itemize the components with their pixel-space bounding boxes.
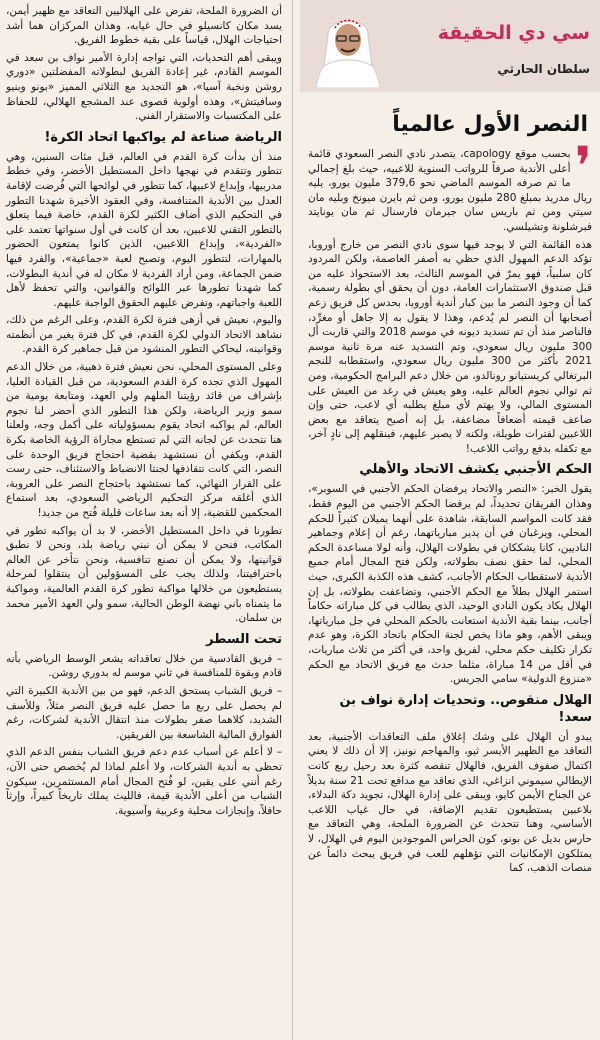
- author-photo: [306, 6, 390, 88]
- section-heading-referee: الحكم الأجنبي يكشف الاتحاد والأهلي: [359, 462, 592, 478]
- paragraph: يبدو أن الهلال على وشك إغلاق ملف التعاقدات الأجنبية، بعد التعاقد مع الظهير الأيسر ثيو، والمهاجم نونيز، إلا أن ذلك لا يعني اكتمال صفوف الفريق، فالهلال تنقصه كثرة بعد رحيل ربع كانت الإيطالي سيموني انزاغي، الذي تعاقد مع مدافع تحت 21 سنة بديلاً عن الجناح الأيمن كايو، ويبقى على إدارة الهلال، تجويد دكة البدلاء، بلاعبين يستطيعون تقديم الإضافة، في حال غياب اللاعب الأساسي، وهنا نتحدث عن الضرورة الملحة، وهي التعاقد مع حارس بديل عن بونو، كون الحراس الموجودين اليوم في الهلال، لا يمتلكون الإمكانيات التي تؤهلهم للعب في فريق يبحث دائماً عن منصات الذهب، كما: [308, 730, 592, 875]
- intro-paragraph: أن الضرورة الملحة، تفرض على الهلاليين التعاقد مع ظهير أيمن، يسد مكان كانسيلو في حال غيابه، وهذان المركزان هما أشد احتياجات الهلال، قياساً على بقية خطوط الفريق.: [6, 5, 282, 47]
- section-heading-sport: الرياضة صناعة لم يواكبها اتحاد الكرة!: [44, 129, 282, 145]
- paragraph: هذه القائمة التي لا يوجد فيها سوى نادي النصر من خارج أوروبا، تؤكد الدعم المهول الذي حظي به أصفر العاصمة، ولكن المردود كان سلبياً، فهو يمرّ في الموسم الثالث، بعد الاستحواذ عليه من قبل صندوق الاستثمارات العامة، دون أن يحقق أي بطولة رسمية، كما أن وجود النصر ما بين كبار أندية أوروبا، بحدس كل فريق زعم أصحابها أن النصر لم يُدعم، وهذا لا يقول به إلا جاهل أو مغرِّد، فالناصر منذ أن تم تسديد ديونه في موسم 2018 والتي قاربت أل 300 مليون ريال سعودي، وتم التسديد عنه مرة ثانية موسم 2021 بأكثر من 300 مليون ريال سعودي، واستقطابه للنجم البرتغالي كريستيانو رونالدو، من خلال دعم البرامج الحكومية، ومن ثم توالي نجوم العالم عليه، وهو يعيش في رغد من العيش على المستوى المالي، ولا يهتم لأي مبلغ يطلبه أي لاعب، حتى وإن ضاعف قيمته أضعافاً مضاعفة، بل إنه أصبح يتعاقد مع بعض اللاعبين لفترات طويلة، ولكنه لا يصبر عليهم، فينقلهم إلى نادٍ آخر، مع تكفله بدفع رواتب اللاعب!: [308, 238, 592, 455]
- section-heading-hilal: الهلال منقوص.. وتحديات إدارة نواف بن سعد!: [339, 692, 592, 725]
- column-title: سي دي الحقيقة: [437, 22, 590, 44]
- paragraph: – فريق الشباب يستحق الدعم، فهو من بين الأندية الكبيرة التي لم يحصل على ربع ما حصل عليه فريق النصر مثلاً، وللأسف الشديد، كلاهما صفر بطولات منذ انتقال الأندية لشركات، رغم الفوارق المالية الشاسعة بين الفريقين.: [6, 684, 282, 741]
- paragraph: – لا أعلم عن أسباب عدم دعم فريق الشباب بنفس الدعم الذي تحظى به أندية الشركات، ولا أعلم لماذا لم يُخصص حتى الآن، رغم أنني على يقين، لو فُتح المجال أمام المستثمرين، سيكون الشباب من أعلى الأندية قيمة، فالليث يملك تاريخاً كبيراً، وإرثاً حافلاً، وإنجازات محلية وعربية وآسيوية.: [6, 746, 282, 817]
- paragraph: وعلى المستوى المحلي، نحن نعيش فترة ذهبية، من خلال الدعم المهول الذي تجده كرة القدم السعودية، من قبل القيادة العليا، بإشراف من قائد رؤيتنا الملهم ولي العهد، ومتابعة يومية من سمو وزير الرياضة، ولكن هذا التطور الذي أحضر لنا نجوم العالم، لم يواكبه اتحاد يقوم بمسؤولياته على أكمل وجه، ولعلنا هنا نتحدث عن لجانه التي لم تستطع مجاراة الرؤية الخاصة بكرة القدم، ويكفي أن نستشهد بقضية احتجاج فريق الوحدة على النصر، التي كانت تتقاذفها لجنتا الانضباط والاستئناف، حتى رست على القرار النهائي، كما نستشهد باحتجاج النصر على العروبة، الذي أغلقه مركز التحكيم الرياضي السعودي، بعد استماع المحكمين للقضية، إلا أنه بعد ساعات قليلة فُتح من جديد!: [6, 361, 282, 519]
- author-name: سلطان الحارثي: [497, 62, 590, 76]
- right-column: [300, 0, 600, 1040]
- paragraph: واليوم، نعيش في أزهى فترة لكرة القدم، وعلى الرغم من ذلك، نشاهد الاتحاد الدولي لكرة القدم، في كل فترة يغير من أنظمته وقوانينه، ليحاكي التطور المنشود من قبل جماهير كرة القدم.: [6, 314, 282, 356]
- paragraph: يقول الخبر: «النصر والاتحاد يرفضان الحكم الأجنبي في السوبر»، وهذان الفريقان تحديداً، لم يرفضا الحكم الأجنبي من اليوم فقط، فقد كانت المواسم السابقة، شاهدة على أنهما يميلان كثيراً للحكم المحلي، ويرغبان في أن يدير مبارياتهما، رغم أن إعلام وجماهير الناديين، كانا يشككان في بطولات الهلال، وأنه لولا مساعدة الحكم المحلي، لما حقق نصف بطولاته، ولكن فتح المجال أمام جميع الأندية لاستقطاب الحكام الأجانب، كشف هذه الكذبة الكبرى، حيث استمر الهلال بطلاً مع الحكم الأجنبي، وتضاعفت بطولاته، بل إن الهلال يكاد يكون النادي الوحيد، الذي يطالب في كل مباراته حكاماً أجانب، بينما بقية الأندية استعانت بالحكم المحلي في جل مبارياتها، ويبقى الأهم، وهو ماذا يخص لجنة الحكام باتحاد الكرة، وهو عدم تكرار تكليف حكم محلي، لفريق واحد، في أكثر من ثلاث مباريات، في أقل من 14 مباراة، مثلما حدث مع فريق الاتحاد مع الحكم «منزوع الدولية» سامي الجريس.: [308, 483, 592, 686]
- article-body: [300, 135, 600, 876]
- intro-paragraph: ويبقى أهم التحديات، التي تواجه إدارة الأمير نواف بن سعد في الموسم القادم، غير إعادة الفريق لبطولاته المفضلتين «دوري روشن ونخبة آسيا»، هو التجديد مع الثلاثي المميز «بونو وبنيو وسافيتش»، وهذه أولوية قصوى عند المشجع الهلالي، للحفاظ على المكتسبات والاستقرار الفني.: [6, 51, 282, 123]
- paragraph: تطورنا في داخل المستطيل الأخضر، لا بد أن يواكبه تطور في المكاتب، فنحن لا يمكن أن نبني رياضة بلد، ونحن لا نطبق قوانينها، ولا يمكن أن نصنع تنافسية، ونحن نتأخر عن العالم باحترافيتنا، ولذلك يجب على المسؤولين أن ينتقلوا لمرحلة يستطيعون من خلالها مواكبة تطور كرة القدم العالمية، ومواكبة ما يتمناه باني نهضة الوطن الحالية، سمو ولي العهد الأمير محمد بن سلمان.: [6, 524, 282, 625]
- paragraph: بحسب موقع capology، يتصدر نادي النصر السعودي قائمة أعلى الأندية صرفاً للرواتب السنوية للاعبيه، حيث بلغ إجمالي ما تم صرفه الموسم الماضي نحو 379,6 مليون يورو، يليه ريال مدريد بمبلغ 280 مليون يورو، ومن ثم بايرن ميونخ وبليه مان سيتي ومن ثم باريس سان جيرمان فارسنال ثم مان يونايتد فبرشلونة وتشيلسي.: [308, 148, 592, 233]
- quote-mark-icon: ❜: [574, 135, 592, 198]
- paragraph: منذ أن بدأت كرة القدم في العالم، قبل مئات السنين، وهي تتطور وتتقدم في نهجها داخل المستطيل الأخضر، وفي خطط مدربيها، وإبداع لاعبيها، كما تتطور في لوائحها التي فُرضت لإقامة العدل بين الأندية المتنافسة، وفي العقود الأخيرة شهدنا التطور في التحكيم الذي أضاف الكثير لكرة القدم، خاصة فيما يتعلق بالتطور التقني للاعبين، بعد أن كانت في أول سنواتها تعتمد على «الفردية»، وإبداع اللاعبين، الذين كانوا يمتعون الحضور بالمهارات، لتتطور اليوم، وتصبح لعبة «جماعية»، والفرد فيها ضمن الجماعة، ومن أراد الفردية لا مكان له في أندية البطولات، كما شهدنا تطورها عبر اللوائح والقوانين، والتي تحفظ لأهل اللعبة واجباتهم، وتفرض عليهم الحقوق الواجبة عليهم.: [6, 150, 282, 309]
- article-title: النصر الأول عالمياً: [392, 112, 588, 137]
- paragraph: – فريق القادسية من خلال تعاقداته يشعر الوسط الرياضي بأنه قادم وبقوة للمنافسة في ثاني موسم له بدوري روشن.: [6, 652, 282, 680]
- column-divider: [292, 0, 293, 1040]
- left-column: [0, 0, 288, 1040]
- column-header: [300, 0, 600, 92]
- section-heading-below-line: تحت السطر: [206, 631, 282, 647]
